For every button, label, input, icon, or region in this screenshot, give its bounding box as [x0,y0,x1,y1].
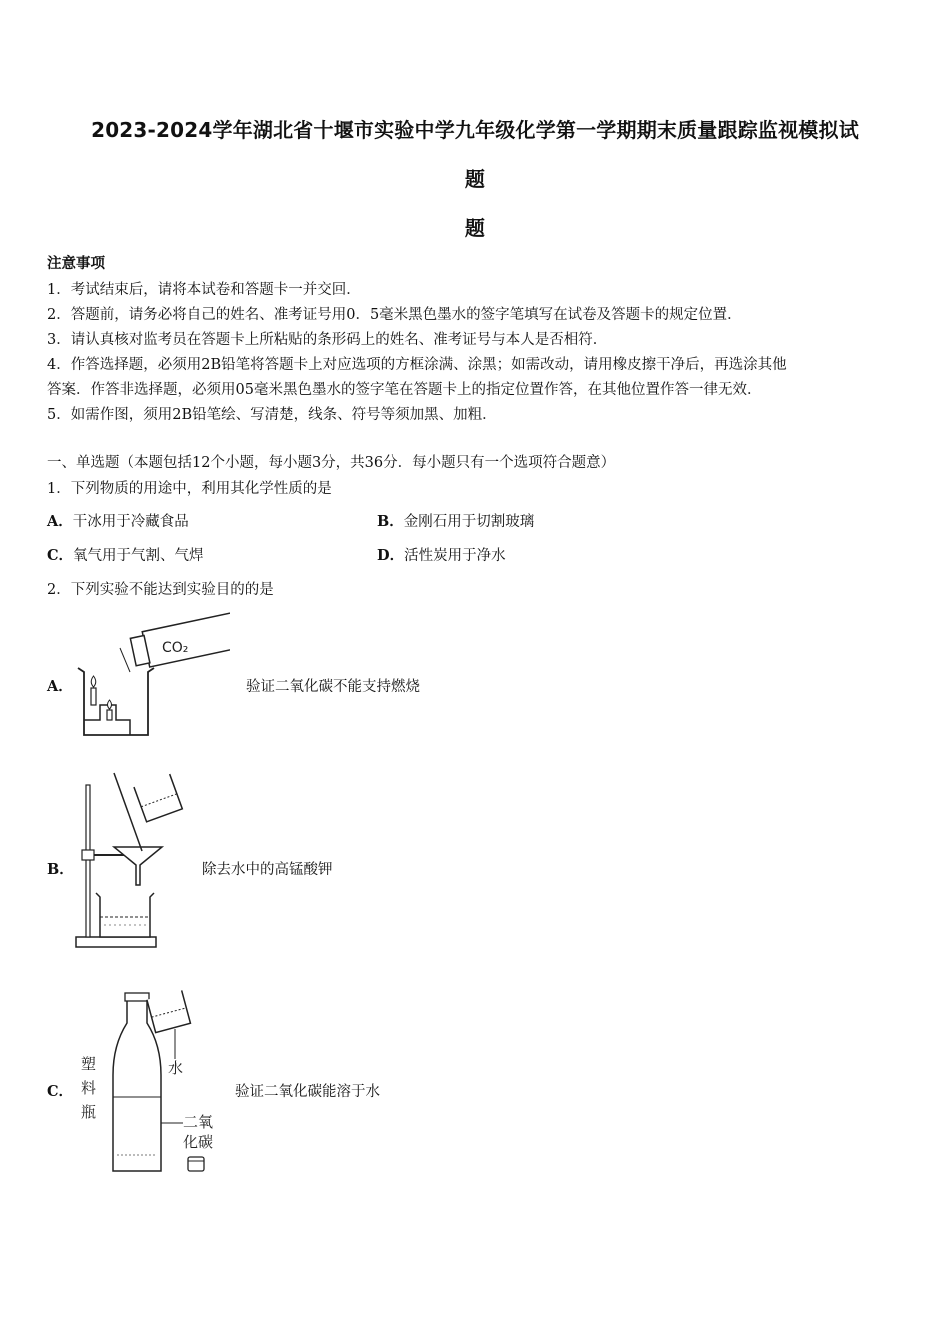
q2-option-a-label: A． [47,678,73,695]
notice-heading: 注意事项 [47,255,105,272]
notice-item: 5．如需作图，须用2B铅笔绘、写清楚，线条、符号等须加黑、加粗． [47,407,497,423]
water-label: 水 [168,1059,184,1077]
q1-option-b [377,510,534,531]
notice-item: 4．作答选择题，必须用2B铅笔将答题卡上对应选项的方框涂满、涂黑；如需改动，请用橡皮擦干净后，再选涂其他 [47,357,787,373]
co2-beaker-candles-figure [70,610,230,740]
section-heading: 一、单选题（本题包括12个小题，每小题3分，共36分．每小题只有一个选项符合题意） [47,455,616,471]
q2-option-b-label: B． [47,861,74,878]
notice-item: 3．请认真核对监考员在答题卡上所粘贴的条形码上的姓名、准考证号与本人是否相符． [47,332,608,348]
notice-item: 答案．作答非选择题，必须用05毫米黑色墨水的签字笔在答题卡上的指定位置作答，在其他位置作答一律无效． [47,382,762,398]
q1-option-a [47,510,189,531]
q2-option-c-text: 验证二氧化碳能溶于水 [235,1084,380,1100]
page-subtitle: 题 [464,216,486,240]
bottle-label-char: 塑 [81,1055,97,1073]
q2-option-c-label: C． [47,1083,74,1100]
q2-option-a-text: 验证二氧化碳不能支持燃烧 [246,679,420,695]
page-title-continuation: 题 [464,167,486,191]
filtration-apparatus-figure [70,765,190,955]
gas-label-line: 二氧 [183,1113,214,1131]
bottle-label-char: 料 [81,1079,97,1097]
co2-label: CO₂ [162,640,189,656]
option-text: 金刚石用于切割玻璃 [403,514,535,530]
q2-option-b-text: 除去水中的高锰酸钾 [202,862,333,878]
q1-option-c [47,544,204,565]
notice-item: 2．答题前，请务必将自己的姓名、准考证号用0．5毫米黑色墨水的签字笔填写在试卷及答题卡的规定位置． [47,307,742,323]
option-label: D． [377,547,405,564]
option-text: 氧气用于气割、气焊 [73,548,204,564]
question-2-stem: 2．下列实验不能达到实验目的的是 [47,582,274,598]
plastic-bottle-co2-figure [75,985,230,1180]
option-text: 活性炭用于净水 [404,548,506,564]
option-label: C． [47,547,74,564]
option-label: B． [377,513,404,530]
bottle-label-char: 瓶 [81,1103,97,1121]
page-title: 2023-2024学年湖北省十堰市实验中学九年级化学第一学期期末质量跟踪监视模拟试 [91,118,859,142]
notice-item: 1．考试结束后，请将本试卷和答题卡一并交回． [47,282,361,298]
question-1-stem: 1．下列物质的用途中，利用其化学性质的是 [47,481,332,497]
option-label: A． [47,513,73,530]
q1-option-d [377,544,506,565]
gas-label-line: 化碳 [183,1133,214,1151]
option-text: 干冰用于冷藏食品 [72,514,189,530]
